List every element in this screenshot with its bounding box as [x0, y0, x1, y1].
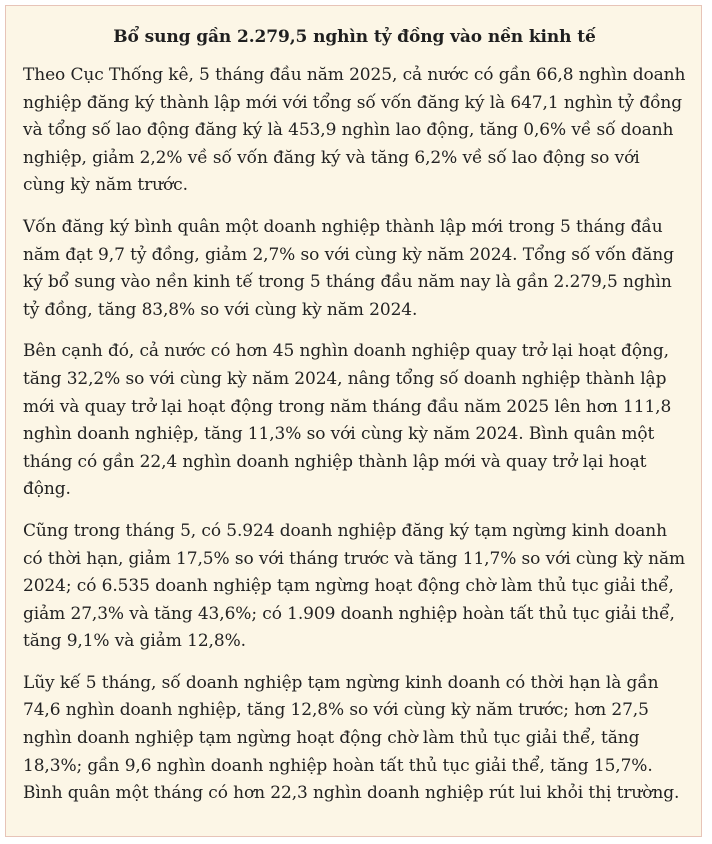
article-paragraph-3: Bên cạnh đó, cả nước có hơn 45 nghìn doanh nghiệp quay trở lại hoạt động, tăng 32,2% so với cùng kỳ năm 2024, nâng tổng số doanh nghiệp thành lập mới và quay trở lại hoạt động trong năm tháng đầu năm 2025 lên hơn 111,8 nghìn doanh nghiệp, tăng 11,3% so với cùng kỳ năm 2024. Bình quân một tháng có gần 22,4 nghìn doanh nghiệp thành lập mới và quay trở lại hoạt động.: [23, 341, 672, 500]
article-box: [5, 5, 702, 837]
article-paragraph-2: Vốn đăng ký bình quân một doanh nghiệp thành lập mới trong 5 tháng đầu năm đạt 9,7 tỷ đồng, giảm 2,7% so với cùng kỳ năm 2024. Tổng số vốn đăng ký bổ sung vào nền kinh tế trong 5 tháng đầu năm nay là gần 2.279,5 nghìn tỷ đồng, tăng 83,8% so với cùng kỳ năm 2024.: [23, 216, 674, 320]
article-title: Bổ sung gần 2.279,5 nghìn tỷ đồng vào nền kinh tế: [113, 27, 596, 47]
article-paragraph-1: Theo Cục Thống kê, 5 tháng đầu năm 2025, cả nước có gần 66,8 nghìn doanh nghiệp đăng ký thành lập mới với tổng số vốn đăng ký là 647,1 nghìn tỷ đồng và tổng số lao động đăng ký là 453,9 nghìn lao động, tăng 0,6% về số doanh nghiệp, giảm 2,2% về số vốn đăng ký và tăng 6,2% về số lao động so với cùng kỳ năm trước.: [23, 65, 686, 196]
article-paragraph-5: Lũy kế 5 tháng, số doanh nghiệp tạm ngừng kinh doanh có thời hạn là gần 74,6 nghìn doanh nghiệp, tăng 12,8% so với cùng kỳ năm trước; hơn 27,5 nghìn doanh nghiệp tạm ngừng hoạt động chờ làm thủ tục giải thể, tăng 18,3%; gần 9,6 nghìn doanh nghiệp hoàn tất thủ tục giải thể, tăng 15,7%. Bình quân một tháng có hơn 22,3 nghìn doanh nghiệp rút lui khỏi thị trường.: [23, 672, 680, 804]
article-paragraph-4: Cũng trong tháng 5, có 5.924 doanh nghiệp đăng ký tạm ngừng kinh doanh có thời hạn, giảm 17,5% so với tháng trước và tăng 11,7% so với cùng kỳ năm 2024; có 6.535 doanh nghiệp tạm ngừng hoạt động chờ làm thủ tục giải thể, giảm 27,3% và tăng 43,6%; có 1.909 doanh nghiệp hoàn tất thủ tục giải thể, tăng 9,1% và giảm 12,8%.: [23, 520, 686, 652]
